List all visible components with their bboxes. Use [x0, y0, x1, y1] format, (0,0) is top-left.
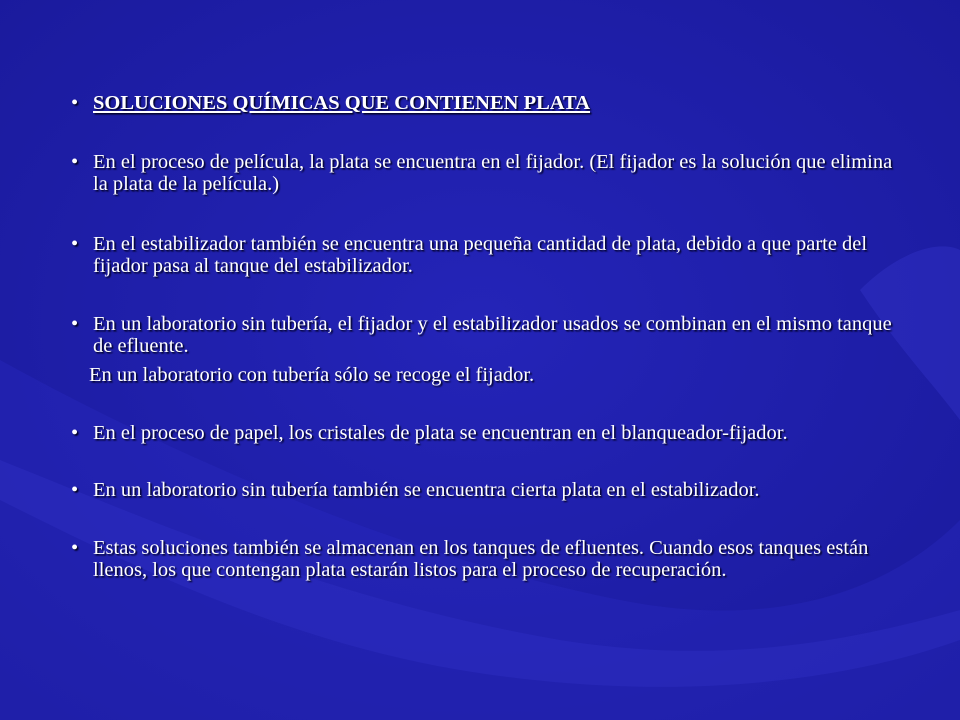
- bullet-text: En un laboratorio sin tubería también se encuentra cierta plata en el estabilizador.: [93, 479, 760, 501]
- bullet-item: [71, 479, 903, 501]
- bullet-text: Estas soluciones también se almacenan en los tanques de efluentes. Cuando esos tanques están llenos, los que contengan plata estarán listos para el proceso de recuperación.: [93, 537, 869, 581]
- bullet-marker: •: [71, 233, 79, 255]
- bullet-item: [71, 233, 903, 277]
- bullet-item: [71, 422, 903, 444]
- continuation-text: En un laboratorio con tubería sólo se recoge el fijador.: [89, 364, 535, 386]
- bullet-text: En el estabilizador también se encuentra una pequeña cantidad de plata, debido a que parte del fijador pasa al tanque del estabilizador.: [93, 233, 868, 277]
- bullet-heading: [71, 92, 903, 114]
- bullet-item: [71, 537, 903, 581]
- bullet-marker: •: [71, 422, 79, 444]
- slide-heading: SOLUCIONES QUÍMICAS QUE CONTIENEN PLATA: [93, 92, 591, 114]
- bullet-marker: •: [71, 92, 79, 114]
- bullet-marker: •: [71, 537, 79, 559]
- bullet-text: En el proceso de papel, los cristales de plata se encuentran en el blanqueador-fijador.: [93, 422, 788, 444]
- bullet-text: En un laboratorio sin tubería, el fijador y el estabilizador usados se combinan en el mismo tanque de efluente.: [93, 313, 892, 357]
- bullet-item: [71, 313, 903, 357]
- bullet-text: En el proceso de película, la plata se encuentra en el fijador. (El fijador es la solución que elimina la plata de la película.): [93, 151, 893, 195]
- bullet-item: [71, 151, 903, 195]
- bullet-marker: •: [71, 313, 79, 335]
- bullet-marker: •: [71, 479, 79, 501]
- bullet-marker: •: [71, 151, 79, 173]
